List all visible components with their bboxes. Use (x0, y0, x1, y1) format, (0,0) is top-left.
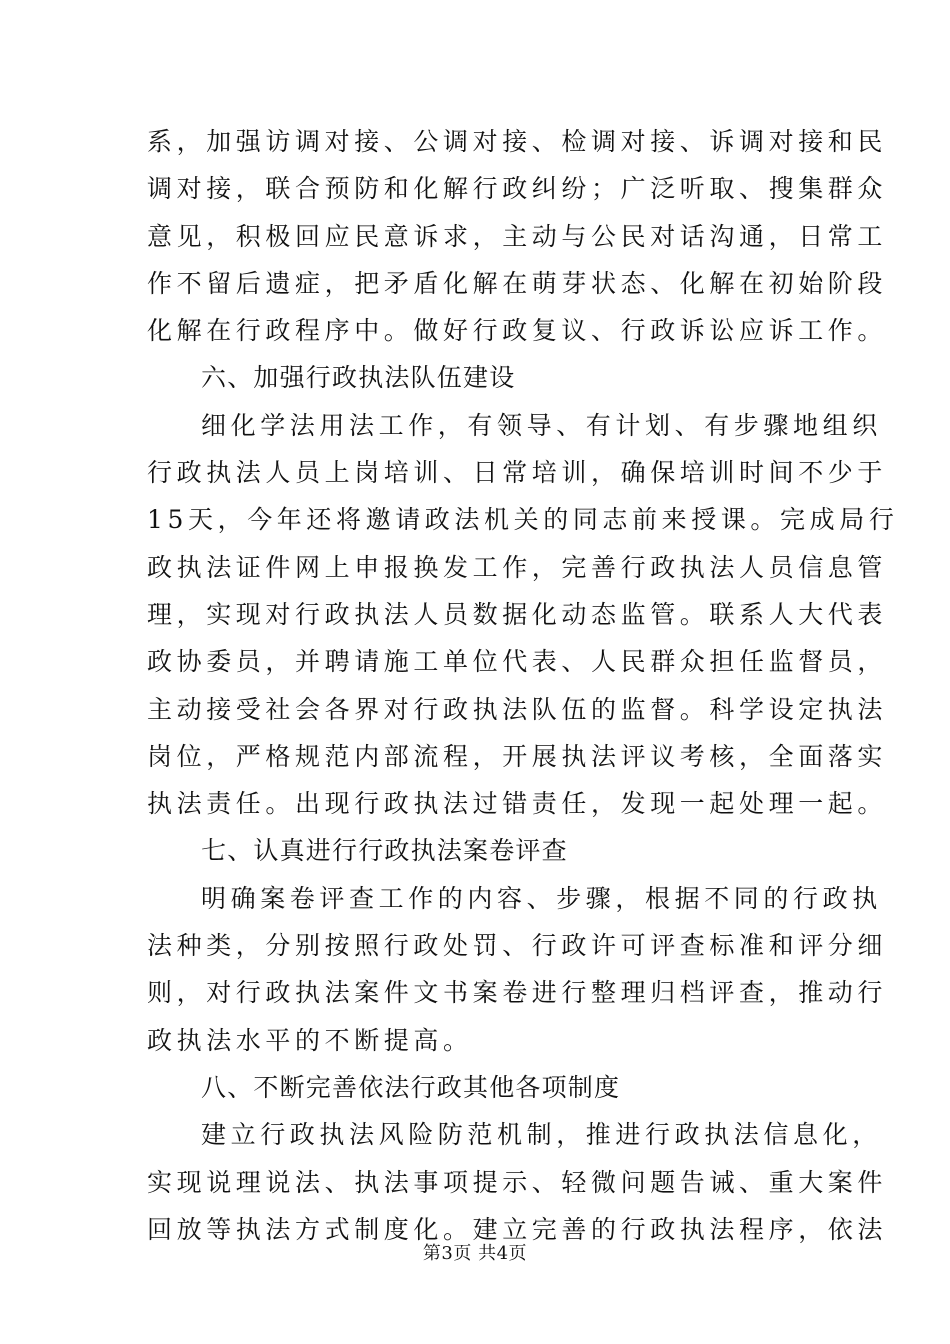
body-line: 化解在行政程序中。做好行政复议、行政诉讼应诉工作。 (147, 316, 888, 346)
section-heading: 六、加强行政执法队伍建设 (201, 363, 516, 393)
body-line: 作不留后遗症，把矛盾化解在萌芽状态、化解在初始阶段 (147, 268, 888, 298)
body-line: 意见，积极回应民意诉求，主动与公民对话沟通，日常工 (147, 221, 888, 251)
paragraph-first-line: 明确案卷评查工作的内容、步骤，根据不同的行政执 (201, 883, 882, 913)
body-line: 理，实现对行政执法人员数据化动态监管。联系人大代表 (147, 599, 888, 629)
body-line: 岗位，严格规范内部流程，开展执法评议考核，全面落实 (147, 741, 888, 771)
body-line: 政执法水平的不断提高。 (147, 1025, 473, 1055)
paragraph-first-line: 细化学法用法工作，有领导、有计划、有步骤地组织 (201, 410, 882, 440)
body-line: 执法责任。出现行政执法过错责任，发现一起处理一起。 (147, 789, 888, 819)
section-heading: 七、认真进行行政执法案卷评查 (201, 836, 568, 866)
paragraph-first-line: 建立行政执法风险防范机制，推进行政执法信息化， (201, 1120, 882, 1150)
page-number-footer: 第3页 共4页 (422, 1243, 528, 1264)
body-line: 行政执法人员上岗培训、日常培训，确保培训时间不少于 (147, 458, 888, 488)
body-line: 则，对行政执法案件文书案卷进行整理归档评查，推动行 (147, 978, 888, 1008)
body-line: 法种类，分别按照行政处罚、行政许可评查标准和评分细 (147, 931, 888, 961)
body-line: 15天，今年还将邀请政法机关的同志前来授课。完成局行 (147, 505, 899, 535)
document-body (147, 118, 899, 1253)
body-line: 系，加强访调对接、公调对接、检调对接、诉调对接和民 (147, 127, 888, 156)
section-heading: 八、不断完善依法行政其他各项制度 (201, 1072, 621, 1102)
body-line: 回放等执法方式制度化。建立完善的行政执法程序，依法 (147, 1214, 888, 1244)
body-line: 政协委员，并聘请施工单位代表、人民群众担任监督员， (147, 647, 888, 677)
body-line: 调对接，联合预防和化解行政纠纷；广泛听取、搜集群众 (147, 174, 888, 204)
body-line: 主动接受社会各界对行政执法队伍的监督。科学设定执法 (147, 694, 888, 724)
body-line: 政执法证件网上申报换发工作，完善行政执法人员信息管 (147, 552, 888, 582)
body-line: 实现说理说法、执法事项提示、轻微问题告诫、重大案件 (147, 1167, 888, 1197)
